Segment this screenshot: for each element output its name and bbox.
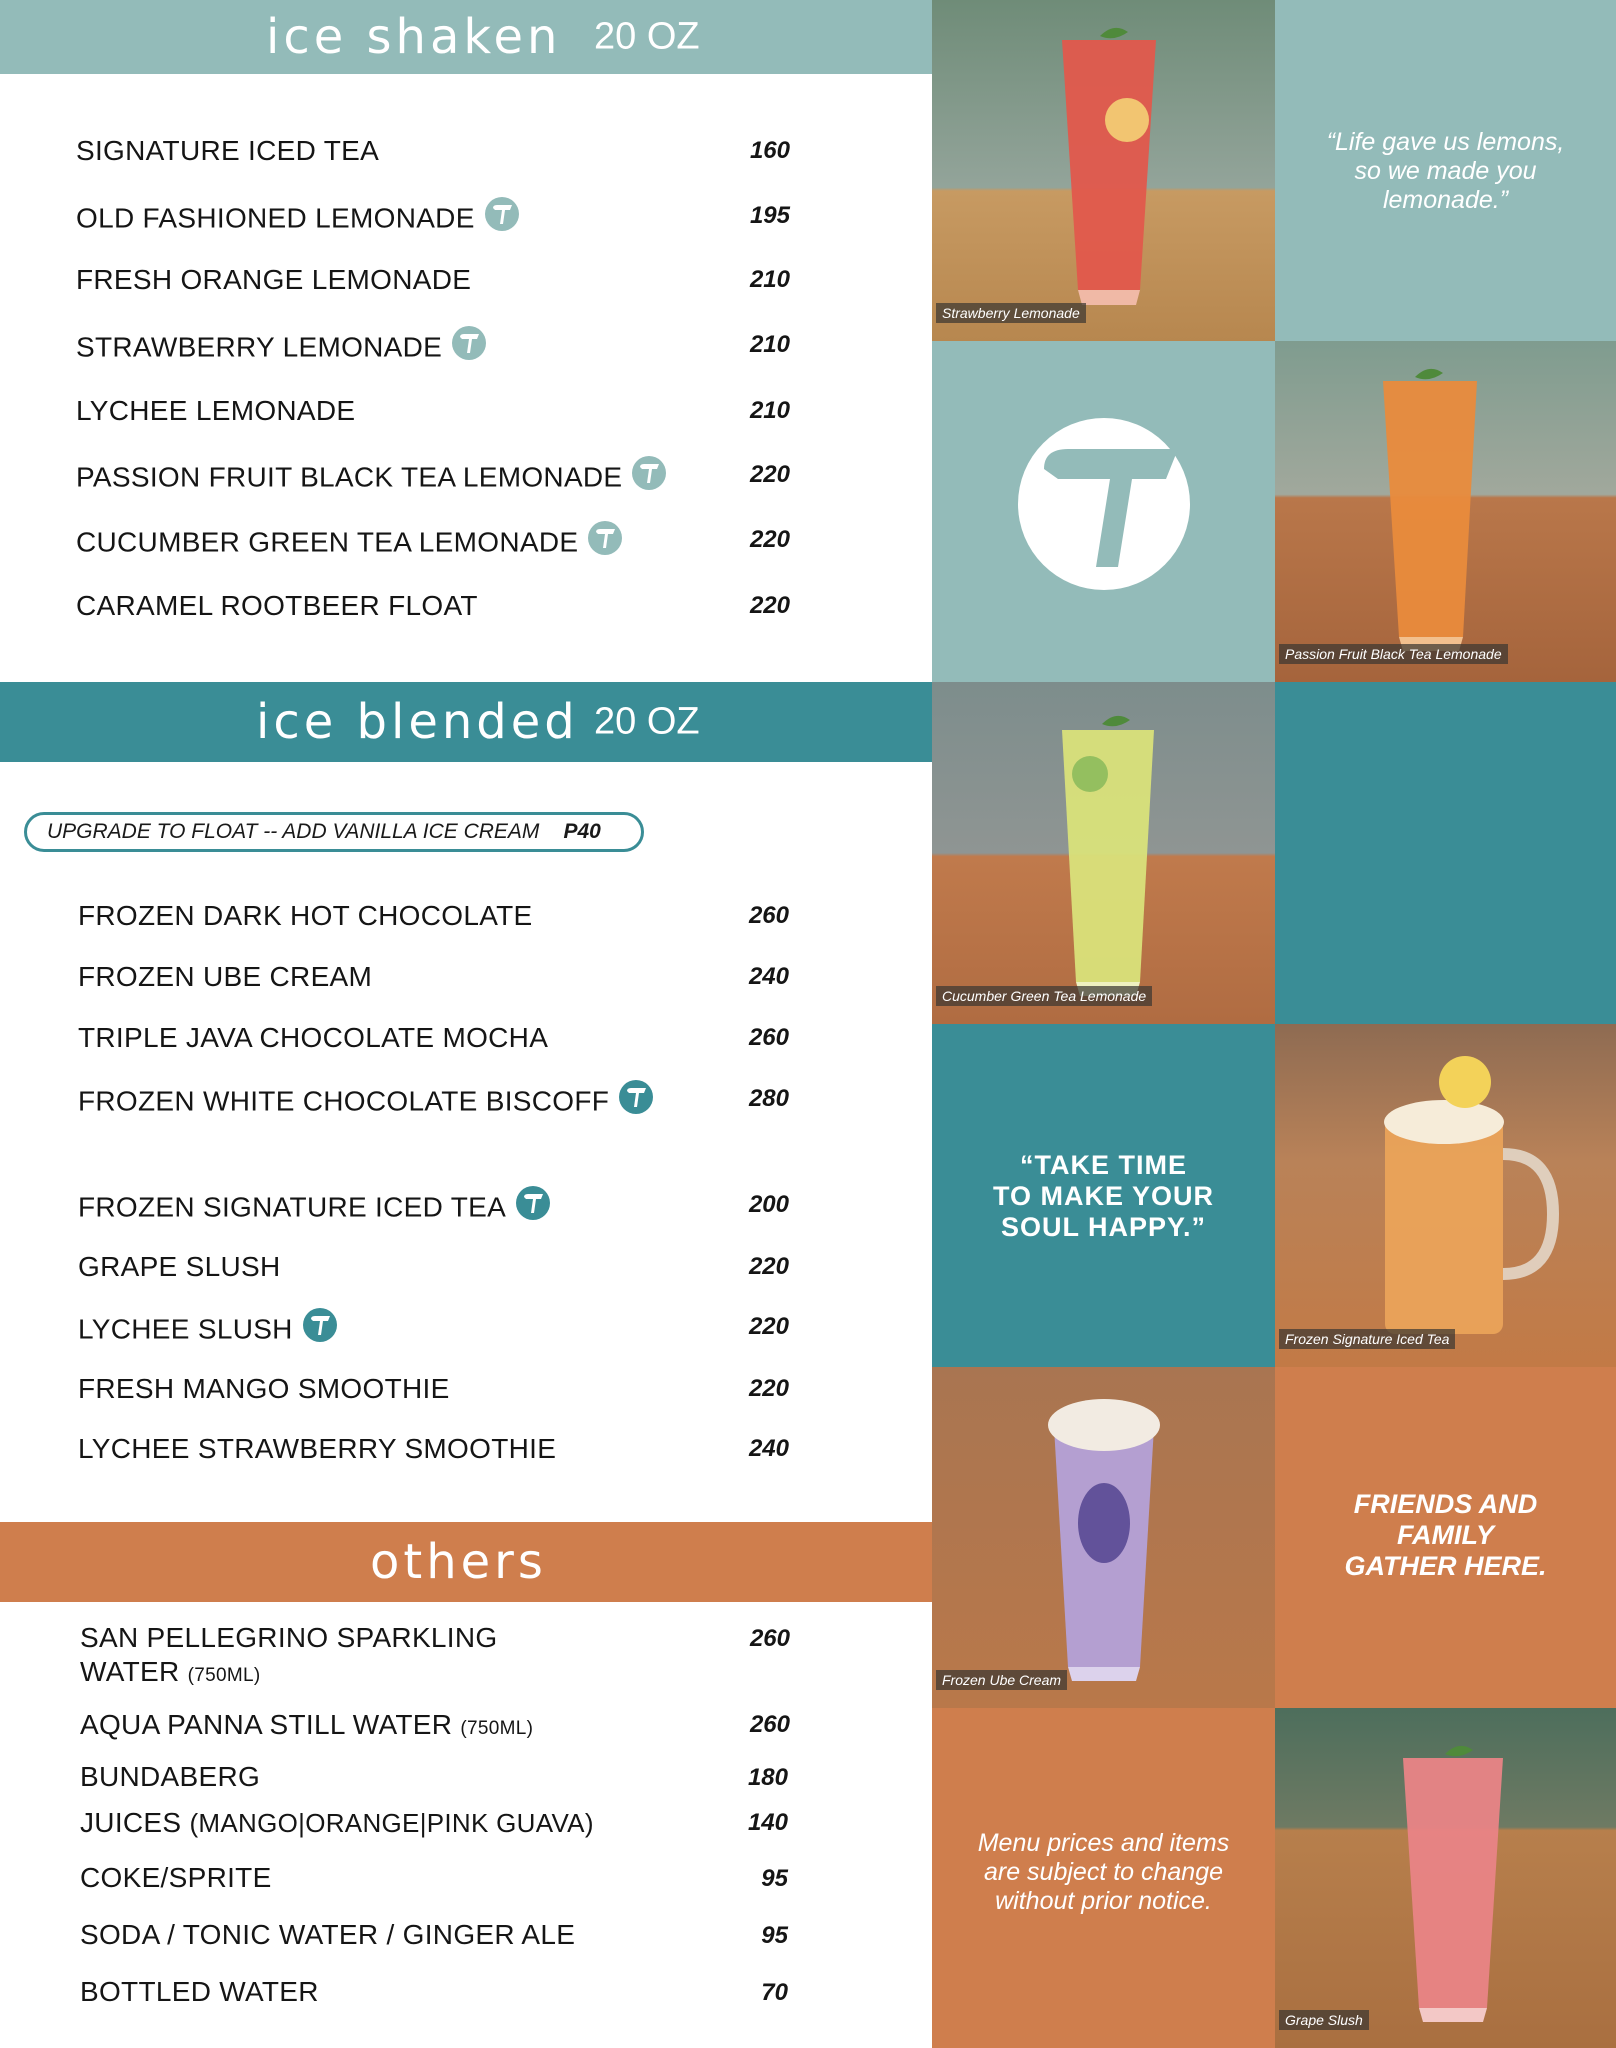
t-logo-icon <box>619 1080 653 1122</box>
menu-item-name: FROZEN WHITE CHOCOLATE BISCOFF <box>78 1085 610 1117</box>
photo-caption: Cucumber Green Tea Lemonade <box>936 986 1152 1006</box>
color-tile-teal <box>1275 682 1616 1024</box>
quote-friends <box>1275 1489 1616 1582</box>
quote-soul <box>932 1150 1275 1243</box>
quote-tile-friends <box>1275 1367 1616 1708</box>
photo-passion-fruit-lemonade <box>1275 341 1616 682</box>
menu-item <box>78 1432 556 1466</box>
menu-item <box>76 458 666 500</box>
menu-item-name: PASSION FRUIT BLACK TEA LEMONADE <box>76 461 623 493</box>
menu-item-price: 70 <box>761 1979 788 2006</box>
menu-item-name: JUICES <box>80 1807 182 1838</box>
menu-item <box>76 263 471 297</box>
menu-item-name: FROZEN SIGNATURE ICED TEA <box>78 1191 507 1223</box>
quote-line: “TAKE TIME <box>1020 1150 1187 1180</box>
photo-caption: Frozen Ube Cream <box>936 1670 1067 1690</box>
menu-item-name: LYCHEE LEMONADE <box>76 395 356 426</box>
t-logo-icon <box>485 197 519 239</box>
logo-tile <box>932 341 1275 682</box>
menu-item-name: STRAWBERRY LEMONADE <box>76 331 443 363</box>
notice-line: Menu prices and items <box>977 1829 1230 1857</box>
menu-item-name: LYCHEE SLUSH <box>78 1313 293 1345</box>
menu-item <box>76 134 379 168</box>
quote-lemons <box>1275 128 1616 215</box>
notice-tile <box>932 1708 1275 2048</box>
photo-strawberry-lemonade <box>932 0 1275 341</box>
menu-item <box>80 1918 575 1952</box>
menu-item-price: 95 <box>761 1865 788 1892</box>
photo-caption: Grape Slush <box>1279 2010 1369 2030</box>
quote-line: GATHER HERE. <box>1344 1551 1547 1581</box>
quote-tile-soul <box>932 1024 1275 1367</box>
menu-item-name: OLD FASHIONED LEMONADE <box>76 202 475 234</box>
menu-item-price: 260 <box>749 1711 790 1738</box>
menu-item-size: (750ML) <box>187 1665 261 1686</box>
t-logo-icon <box>632 456 666 498</box>
photo-frozen-signature-iced-tea <box>1275 1024 1616 1367</box>
notice-line: without prior notice. <box>995 1887 1212 1915</box>
photo-cucumber-green-tea-lemonade <box>932 682 1275 1024</box>
menu-item <box>78 960 372 994</box>
menu-item-price: 195 <box>749 202 790 229</box>
menu-item <box>80 1861 272 1895</box>
others-banner <box>0 1522 932 1602</box>
menu-item <box>76 199 519 241</box>
menu-item-price: 220 <box>749 592 790 619</box>
t-logo-icon <box>303 1308 337 1350</box>
menu-item-name: SODA / TONIC WATER / GINGER ALE <box>80 1919 576 1950</box>
menu-item <box>78 1021 548 1055</box>
ice-shaken-title: ice shaken <box>266 9 562 65</box>
menu-item-name: SAN PELLEGRINO SPARKLING <box>80 1622 498 1653</box>
menu-item-price: 280 <box>748 1085 789 1112</box>
menu-item-name: BUNDABERG <box>80 1761 261 1792</box>
quote-tile-lemons <box>1275 0 1616 341</box>
quote-line: FRIENDS AND <box>1353 1489 1538 1519</box>
photo-caption: Passion Fruit Black Tea Lemonade <box>1279 644 1508 664</box>
quote-line: TO MAKE YOUR <box>992 1181 1215 1211</box>
menu-item <box>80 1760 260 1794</box>
menu-item <box>76 523 622 565</box>
menu-item <box>80 1806 594 1840</box>
photo-caption: Frozen Signature Iced Tea <box>1279 1329 1455 1349</box>
t-logo-icon <box>588 521 622 563</box>
menu-item-name: AQUA PANNA STILL WATER <box>80 1709 453 1740</box>
menu-item-name: FROZEN UBE CREAM <box>78 961 373 992</box>
menu-item-price: 240 <box>748 1435 789 1462</box>
ice-blended-banner <box>0 682 932 762</box>
menu-item <box>78 899 533 933</box>
ice-blended-title: ice blended <box>256 694 579 750</box>
upgrade-float-note <box>24 812 644 852</box>
notice-line: are subject to change <box>983 1858 1224 1886</box>
t-logo-icon <box>516 1186 550 1228</box>
ice-shaken-size: 20 OZ <box>594 15 700 58</box>
menu-item-price: 210 <box>749 397 790 424</box>
menu-item-price: 210 <box>749 331 790 358</box>
menu-item-price: 210 <box>749 266 790 293</box>
menu-item-price: 260 <box>749 1625 790 1652</box>
menu-item-price: 260 <box>748 1024 789 1051</box>
menu-item-price: 160 <box>749 137 790 164</box>
menu-item-price: 200 <box>748 1191 789 1218</box>
menu-item-name: COKE/SPRITE <box>80 1862 272 1893</box>
menu-item-name: TRIPLE JAVA CHOCOLATE MOCHA <box>78 1022 549 1053</box>
price-change-notice <box>932 1829 1275 1916</box>
photo-frozen-ube-cream <box>932 1367 1275 1708</box>
menu-item-name: BOTTLED WATER <box>80 1976 319 2007</box>
menu-item-name: GRAPE SLUSH <box>78 1251 281 1282</box>
menu-item-name: FRESH ORANGE LEMONADE <box>76 264 472 295</box>
upgrade-float-price: P40 <box>563 820 601 843</box>
menu-item-name: LYCHEE STRAWBERRY SMOOTHIE <box>78 1433 557 1464</box>
menu-item-size: (750ML) <box>460 1718 534 1739</box>
menu-item-name: SIGNATURE ICED TEA <box>76 135 380 166</box>
ice-blended-size: 20 OZ <box>594 700 700 743</box>
photo-grape-slush <box>1275 1708 1616 2048</box>
menu-item-name: CUCUMBER GREEN TEA LEMONADE <box>76 526 579 558</box>
menu-item <box>80 1708 533 1746</box>
menu-item <box>78 1082 653 1124</box>
menu-item-price: 240 <box>748 963 789 990</box>
t-logo-icon <box>932 341 1275 682</box>
menu-item-price: 220 <box>748 1253 789 1280</box>
menu-item-name: FRESH MANGO SMOOTHIE <box>78 1373 450 1404</box>
menu-item <box>80 1975 319 2009</box>
menu-item-price: 180 <box>747 1764 788 1791</box>
menu-item-price: 220 <box>748 1313 789 1340</box>
menu-item <box>76 589 478 623</box>
t-logo-icon <box>452 326 486 368</box>
menu-item-name-line2: WATER <box>80 1656 180 1687</box>
menu-item <box>78 1310 337 1352</box>
quote-line: so we made you <box>1354 157 1537 185</box>
menu-item-price: 220 <box>749 526 790 553</box>
menu-item-price: 220 <box>748 1375 789 1402</box>
menu-item-price: 260 <box>748 902 789 929</box>
menu-item <box>80 1621 497 1693</box>
quote-line: SOUL HAPPY.” <box>1000 1212 1207 1242</box>
others-title: others <box>370 1534 547 1590</box>
menu-item <box>78 1250 280 1284</box>
menu-item <box>76 328 486 370</box>
menu-item <box>76 394 355 428</box>
menu-item-price: 220 <box>749 461 790 488</box>
ice-shaken-banner <box>0 0 932 74</box>
menu-item-name: CARAMEL ROOTBEER FLOAT <box>76 590 478 621</box>
menu-item <box>78 1372 450 1406</box>
quote-line: lemonade.” <box>1382 186 1509 214</box>
menu-item-price: 140 <box>747 1809 788 1836</box>
menu-item-price: 95 <box>761 1922 788 1949</box>
menu-item-name: FROZEN DARK HOT CHOCOLATE <box>78 900 533 931</box>
quote-line: FAMILY <box>1397 1520 1494 1550</box>
upgrade-float-text: UPGRADE TO FLOAT -- ADD VANILLA ICE CREAM <box>47 820 540 843</box>
menu-item <box>78 1188 550 1230</box>
photo-caption: Strawberry Lemonade <box>936 303 1086 323</box>
quote-line: “Life gave us lemons, <box>1326 128 1565 156</box>
menu-item-detail: (MANGO|ORANGE|PINK GUAVA) <box>189 1808 594 1838</box>
